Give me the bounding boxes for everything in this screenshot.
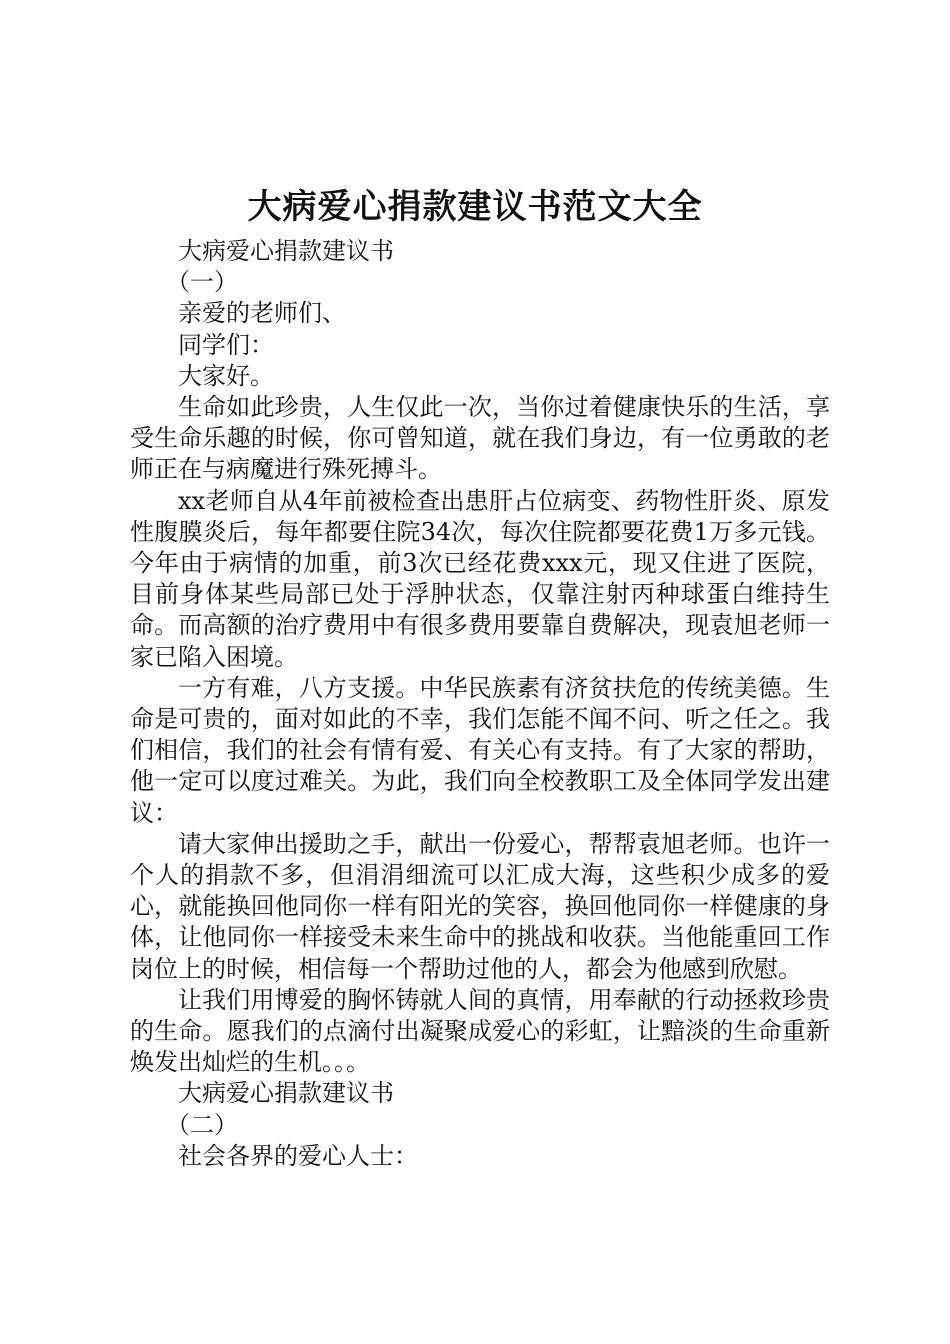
document-body	[130, 236, 830, 1172]
paragraph-appeal: 请大家伸出援助之手，献出一份爱心，帮帮袁旭老师。也许一个人的捐款不多，但涓涓细流可以汇成大海，这些积少成多的爱心，就能换回他同你一样有阳光的笑容，换回他同你一样健康的身体，让他同你一样接受未来生命中的挑战和收获。当他能重回工作岗位上的时候，相信每一个帮助过他的人，都会为他感到欣慰。	[130, 829, 830, 983]
paragraph-intro: 生命如此珍贵，人生仅此一次，当你过着健康快乐的生活，享受生命乐趣的时候，你可曾知道，就在我们身边，有一位勇敢的老师正在与病魔进行殊死搏斗。	[130, 392, 830, 484]
paragraph-closing: 让我们用博爱的胸怀铸就人间的真情，用奉献的行动拯救珍贵的生命。愿我们的点滴付出凝聚成爱心的彩虹，让黯淡的生命重新焕发出灿烂的生机。。。	[130, 985, 830, 1077]
salutation-line-1: 亲爱的老师们、	[178, 299, 346, 328]
section-number-2: （二）	[166, 1110, 238, 1139]
salutation-line-2: 同学们：	[178, 330, 274, 359]
paragraph-support: 一方有难，八方支援。中华民族素有济贫扶危的传统美德。生命是可贵的，面对如此的不幸，我们怎能不闻不问、听之任之。我们相信，我们的社会有情有爱、有关心有支持。有了大家的帮助，他一定可以度过难关。为此，我们向全校教职工及全体同学发出建议：	[130, 673, 830, 827]
section-heading-2: 大病爱心捐款建议书	[178, 1079, 394, 1108]
salutation-line-3: 社会各界的爱心人士：	[178, 1141, 418, 1170]
section-number-1: （一）	[166, 268, 238, 297]
section-heading-1: 大病爱心捐款建议书	[178, 237, 394, 265]
greeting-line: 大家好。	[178, 361, 274, 390]
document-title: 大病爱心捐款建议书范文大全	[247, 187, 703, 227]
paragraph-illness: xx老师自从4年前被检查出患肝占位病变、药物性肝炎、原发性腹膜炎后，每年都要住院34次，每次住院都要花费1万多元钱。今年由于病情的加重，前3次已经花费xxx元，现又住进了医院，目前身体某些局部已处于浮肿状态，仅靠注射丙种球蛋白维持生命。而高额的治疗费用中有很多费用要靠自费解决，现袁旭老师一家已陷入困境。	[130, 486, 830, 671]
